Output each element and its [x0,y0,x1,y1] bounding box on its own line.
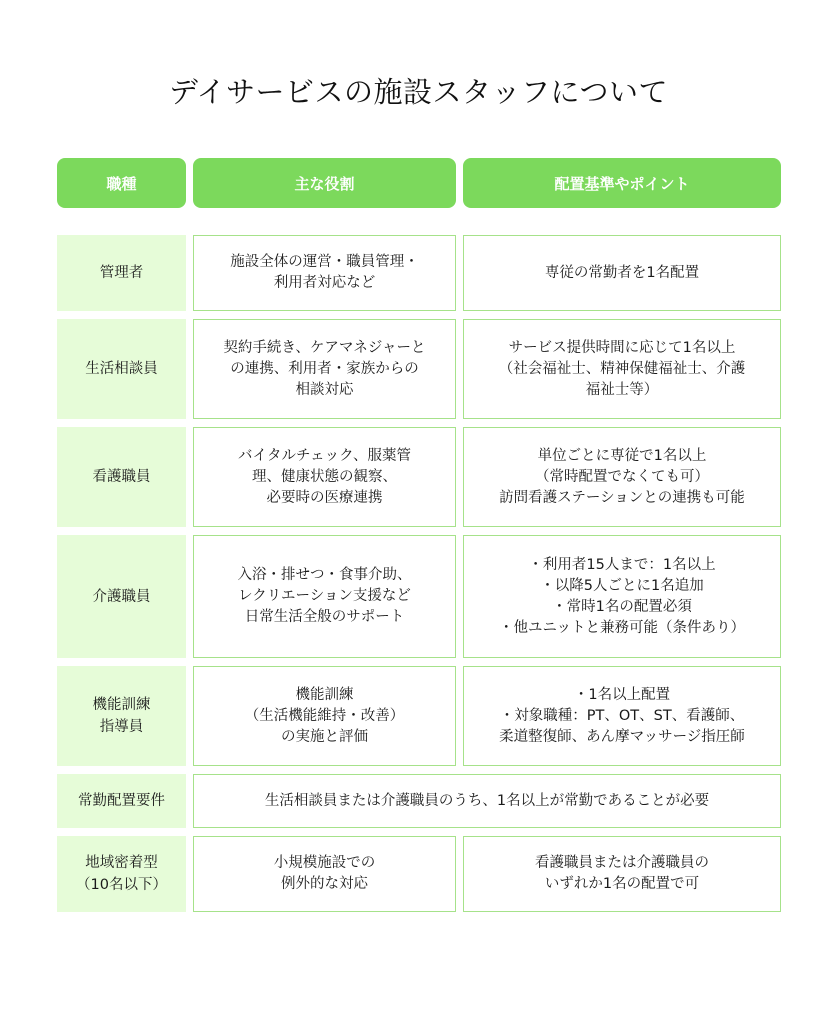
header-standard: 配置基準やポイント [463,158,781,208]
row-label-caregiver: 介護職員 [57,535,186,658]
row-label-community: 地域密着型 （10名以下） [57,836,186,912]
list-item: ・他ユニットと兼務可能（条件あり） [499,619,745,636]
row-label-nurse: 看護職員 [57,427,186,527]
row-standard-community: 看護職員または介護職員の いずれか1名の配置で可 [463,836,781,912]
row-role-manager: 施設全体の運営・職員管理・ 利用者対応など [193,235,456,311]
header-job: 職種 [57,158,186,208]
row-label-trainer: 機能訓練 指導員 [57,666,186,766]
row-standard-counselor: サービス提供時間に応じて1名以上 （社会福祉士、精神保健福祉士、介護 福祉士等） [463,319,781,419]
row-standard-caregiver [463,535,781,658]
row-label-manager: 管理者 [57,235,186,311]
row-role-counselor: 契約手続き、ケアマネジャーと の連携、利用者・家族からの 相談対応 [193,319,456,419]
list-item: ・利用者15人まで：1名以上 [528,556,716,573]
row-note-fulltime: 生活相談員または介護職員のうち、1名以上が常勤であることが必要 [193,774,781,828]
row-standard-manager: 専従の常勤者を1名配置 [463,235,781,311]
row-role-trainer: 機能訓練 （生活機能維持・改善） の実施と評価 [193,666,456,766]
row-standard-trainer: ・1名以上配置 ・対象職種：PT、OT、ST、看護師、 柔道整復師、あん摩マッサージ指圧師 [463,666,781,766]
list-item: ・以降5人ごとに1名追加 [540,577,704,594]
row-role-caregiver: 入浴・排せつ・食事介助、 レクリエーション支援など 日常生活全般のサポート [193,535,456,658]
row-role-community: 小規模施設での 例外的な対応 [193,836,456,912]
list-item: ・常時1名の配置必須 [552,598,692,615]
row-role-nurse: バイタルチェック、服薬管 理、健康状態の観察、 必要時の医療連携 [193,427,456,527]
row-standard-nurse: 単位ごとに専従で1名以上 （常時配置でなくても可） 訪問看護ステーションとの連携も可能 [463,427,781,527]
page-title: デイサービスの施設スタッフについて [169,75,668,109]
row-label-counselor: 生活相談員 [57,319,186,419]
row-label-fulltime: 常勤配置要件 [57,774,186,828]
header-role: 主な役割 [193,158,456,208]
